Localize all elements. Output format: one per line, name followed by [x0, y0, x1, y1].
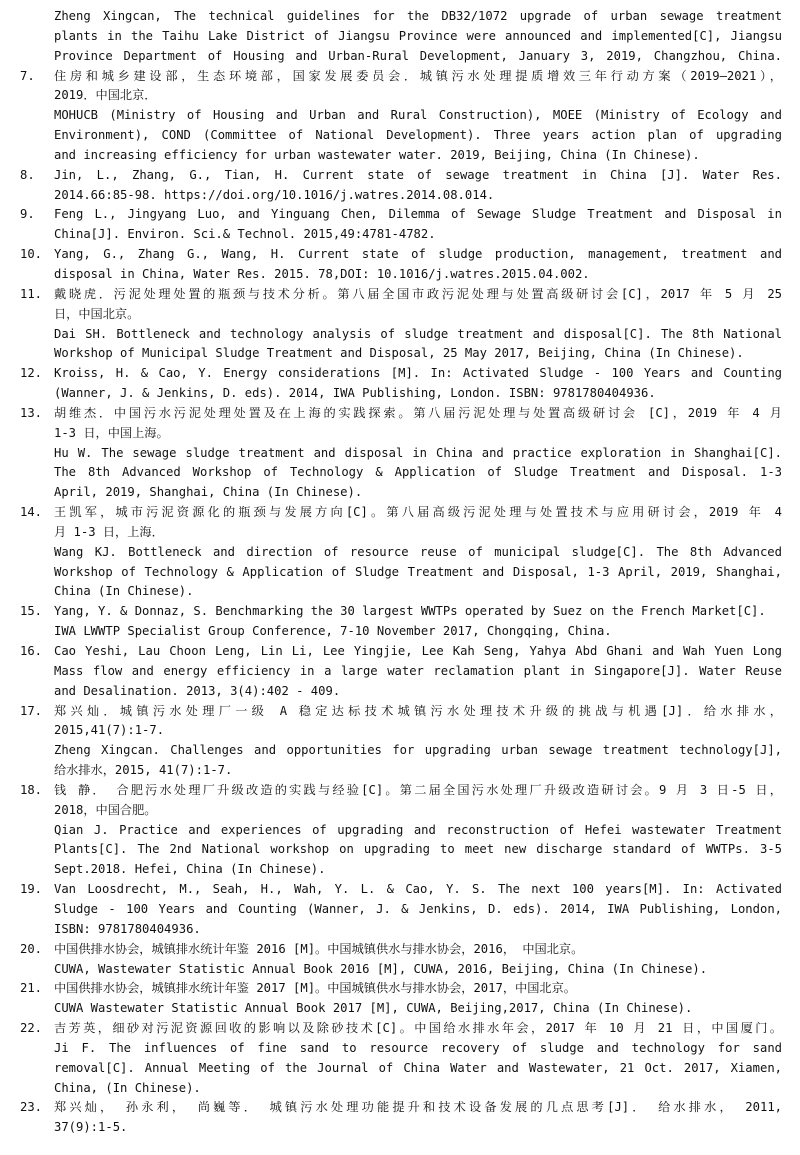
reference-text-line: Province Department of Housing and Urban-Rural Development, January 3, 2019, Changzhou, China. [54, 48, 782, 63]
reference-number: 9. [20, 207, 35, 222]
reference-text-line: China, (In Chinese). [54, 1080, 201, 1095]
reference-body [54, 940, 782, 980]
reference-text-line: Plants[C]. The 2nd National workshop on upgrading to meet new discharge standard of WWTPs. 3-5 [54, 842, 782, 857]
reference-entry [20, 404, 782, 503]
reference-entry [20, 364, 782, 404]
reference-text-line: 中国供排水协会，城镇排水统计年鉴 2017 [M]。中国城镇供水与排水协会，2017，中国北京。 [54, 981, 576, 996]
reference-number: 21. [20, 981, 43, 996]
reference-text-line: Yang, G., Zhang G., Wang, H. Current state of sludge production, management, treatment and [54, 247, 782, 262]
reference-body [54, 503, 782, 602]
reference-number: 15. [20, 604, 43, 619]
reference-text-line: The 8th Advanced Workshop of Technology & Application of Sludge Treatment and Disposal. 1-3 [54, 465, 782, 480]
reference-text-line: Zheng Xingcan, The technical guidelines for the DB32/1072 upgrade of urban sewage treatment [54, 9, 782, 23]
reference-text-line: China[J]. Environ. Sci.& Technol. 2015,49:4781-4782. [54, 227, 436, 242]
reference-text-line: 住房和城乡建设部，生态环境部，国家发展委员会．城镇污水处理提质增效三年行动方案（2019—2021）， [54, 68, 782, 83]
reference-text-line: CUWA Wastewater Statistic Annual Book 2017 [M], CUWA, Beijing,2017, China (In Chinese). [54, 1001, 693, 1016]
reference-entry [20, 285, 782, 364]
reference-text-line: 吉芳英，细砂对污泥资源回收的影响以及除砂技术[C]。中国给水排水年会，2017 年 10 月 21 日，中国厦门。 [54, 1021, 782, 1036]
reference-text-line: Yang, Y. & Donnaz, S. Benchmarking the 30 largest WWTPs operated by Suez on the French Market[C]. [54, 604, 766, 619]
reference-text-line: Workshop of Municipal Sludge Treatment and Disposal, 25 May 2017, Beijing, China (In Chinese). [54, 346, 744, 361]
continued-reference [20, 7, 782, 67]
reference-text-line: Cao Yeshi, Lau Choon Leng, Lin Li, Lee Yingjie, Lee Kah Seng, Yahya Abd Ghani and Wah Yuen Long [54, 644, 782, 658]
reference-number: 8. [20, 167, 35, 182]
reference-body [54, 404, 782, 503]
reference-number: 7. [20, 68, 35, 83]
reference-text-line: (Wanner, J. & Jenkins, D. eds). 2014, IWA Publishing, London. ISBN: 9781780404936. [54, 386, 656, 401]
reference-text-line: 中国供排水协会，城镇排水统计年鉴 2016 [M]。中国城镇供水与排水协会，2016， 中国北京。 [54, 941, 584, 956]
reference-number: 10. [20, 247, 43, 262]
reference-number: 12. [20, 366, 43, 381]
reference-entry [20, 979, 782, 1019]
reference-body [54, 166, 782, 206]
reference-text-line: Workshop of Technology & Application of Sludge Treatment and Disposal, 1-3 April, 2019, Shanghai, [54, 564, 782, 579]
reference-text-line: 2018，中国合肥。 [54, 802, 157, 817]
reference-text-line: Dai SH. Bottleneck and technology analysis of sludge treatment and disposal[C]. The 8th National [54, 326, 782, 341]
reference-text-line: ISBN: 9781780404936. [54, 921, 201, 936]
reference-text-line: and increasing efficiency for urban wastewater water. 2019, Beijing, China (In Chinese). [54, 147, 700, 162]
reference-text-line: Hu W. The sewage sludge treatment and disposal in China and practice exploration in Shanghai[C]. [54, 445, 782, 460]
reference-text-line: 给水排水，2015, 41(7):1-7. [54, 763, 233, 778]
reference-entry [20, 880, 782, 940]
reference-number: 17. [20, 703, 43, 718]
reference-entry [20, 67, 782, 166]
reference-body [54, 205, 782, 245]
reference-text-line: Sept.2018. Hefei, China (In Chinese). [54, 862, 326, 877]
reference-text-line: disposal in China, Water Res. 2015. 78,DOI: 10.1016/j.watres.2015.04.002. [54, 266, 590, 281]
reference-body [54, 67, 782, 166]
reference-number: 11. [20, 286, 43, 301]
reference-entry [20, 702, 782, 781]
reference-number: 20. [20, 941, 43, 956]
reference-number: 22. [20, 1021, 43, 1036]
reference-text-line: IWA LWWTP Specialist Group Conference, 7-10 November 2017, Chongqing, China. [54, 624, 612, 639]
reference-text-line: plants in the Taihu Lake District of Jiangsu Province were announced and implemented[C], Jiangsu [54, 28, 782, 43]
reference-text-line: Jin, L., Zhang, G., Tian, H. Current state of sewage treatment in China [J]. Water Res. [54, 167, 782, 182]
reference-body [54, 642, 782, 702]
reference-text-line: China (In Chinese). [54, 584, 194, 599]
reference-entry [20, 245, 782, 285]
reference-text-line: 2014.66:85-98. https://doi.org/10.1016/j.watres.2014.08.014. [54, 187, 495, 202]
reference-text-line: removal[C]. Annual Meeting of the Journal of China Water and Wastewater, 21 Oct. 2017, Xiamen, [54, 1060, 782, 1075]
reference-text-line: 1-3 日，中国上海。 [54, 425, 169, 440]
reference-entry [20, 503, 782, 602]
reference-text-line: 郑兴灿．城镇污水处理厂一级 A 稳定达标技术城镇污水处理技术升级的挑战与机遇[J]．给水排水， [54, 703, 782, 718]
reference-text-line: 王凯军，城市污泥资源化的瓶颈与发展方向[C]。第八届高级污泥处理与处置技术与应用研讨会，2019 年 4 [54, 505, 782, 520]
reference-text-line: Sludge - 100 Years and Counting (Wanner, J. & Jenkins, D. eds). 2014, IWA Publishing, London, [54, 901, 782, 916]
reference-text-line: Ji F. The influences of fine sand to resource recovery of sludge and technology for sand [54, 1040, 782, 1055]
reference-text-line: Van Loosdrecht, M., Seah, H., Wah, Y. L. & Cao, Y. S. The next 100 years[M]. In: Activated [54, 882, 782, 897]
reference-list [20, 67, 782, 1139]
reference-text-line: MOHUCB (Ministry of Housing and Urban and Rural Construction), MOEE (Ministry of Ecology and [54, 108, 782, 123]
reference-text-line: 37(9):1-5. [54, 1120, 128, 1135]
reference-entry [20, 940, 782, 980]
reference-body [54, 602, 782, 642]
reference-text-line: 钱 静． 合肥污水处理厂升级改造的实践与经验[C]。第二届全国污水处理厂升级改造研讨会。9 月 3 日-5 日， [54, 782, 782, 797]
reference-text-line: Qian J. Practice and experiences of upgrading and reconstruction of Hefei wastewater Treatment [54, 822, 782, 837]
reference-body [54, 245, 782, 285]
reference-entry [20, 602, 782, 642]
reference-text-line: and Desalination. 2013, 3(4):402 - 409. [54, 683, 341, 698]
reference-entry [20, 781, 782, 880]
reference-number: 16. [20, 644, 43, 658]
reference-number: 14. [20, 505, 43, 520]
reference-body [54, 1098, 782, 1138]
reference-body [54, 979, 782, 1019]
reference-text-line: Mass flow and energy efficiency in a large water reclamation plant in Singapore[J]. Water Reuse [54, 663, 782, 678]
reference-text-line: 郑兴灿， 孙永利， 尚巍等． 城镇污水处理功能提升和技术设备发展的几点思考[J]． 给水排水， 2011, [54, 1100, 782, 1115]
reference-text-line: 日，中国北京。 [54, 306, 140, 321]
reference-text-line: Zheng Xingcan. Challenges and opportunities for upgrading urban sewage treatment technology[J], [54, 743, 782, 758]
reference-text-line: 戴晓虎．污泥处理处置的瓶颈与技术分析。第八届全国市政污泥处理与处置高级研讨会[C]，2017 年 5 月 25 [54, 286, 782, 301]
reference-text-line: 月 1-3 日，上海． [54, 524, 164, 539]
reference-text-line: Environment), COND (Committee of National Development). Three years action plan of upgrading [54, 128, 782, 143]
reference-number: 19. [20, 882, 43, 897]
reference-body [54, 1019, 782, 1098]
reference-body [54, 285, 782, 364]
reference-text-line: 2015,41(7):1-7. [54, 723, 165, 738]
reference-entry [20, 1098, 782, 1138]
reference-text-line: 2019．中国北京． [54, 88, 157, 103]
reference-text-line: 胡维杰．中国污水污泥处理处置及在上海的实践探索。第八届污泥处理与处置高级研讨会 [C]，2019 年 4 月 [54, 405, 782, 420]
reference-text-line: Feng L., Jingyang Luo, and Yinguang Chen, Dilemma of Sewage Sludge Treatment and Disposal in [54, 207, 782, 222]
reference-body [54, 364, 782, 404]
reference-text-line: Wang KJ. Bottleneck and direction of resource reuse of municipal sludge[C]. The 8th Advanced [54, 544, 782, 559]
reference-body [54, 702, 782, 781]
reference-text-line: Kroiss, H. & Cao, Y. Energy considerations [M]. In: Activated Sludge - 100 Years and Counting [54, 366, 782, 381]
reference-text-line: CUWA, Wastewater Statistic Annual Book 2016 [M], CUWA, 2016, Beijing, China (In Chinese). [54, 961, 708, 976]
reference-entry [20, 642, 782, 702]
reference-text-line: April, 2019, Shanghai, China (In Chinese). [54, 485, 363, 500]
reference-body [54, 781, 782, 880]
reference-number: 13. [20, 405, 43, 420]
reference-entry [20, 166, 782, 206]
reference-number: 18. [20, 782, 43, 797]
reference-entry [20, 205, 782, 245]
reference-number: 23. [20, 1100, 43, 1115]
reference-entry [20, 1019, 782, 1098]
reference-body [54, 880, 782, 940]
